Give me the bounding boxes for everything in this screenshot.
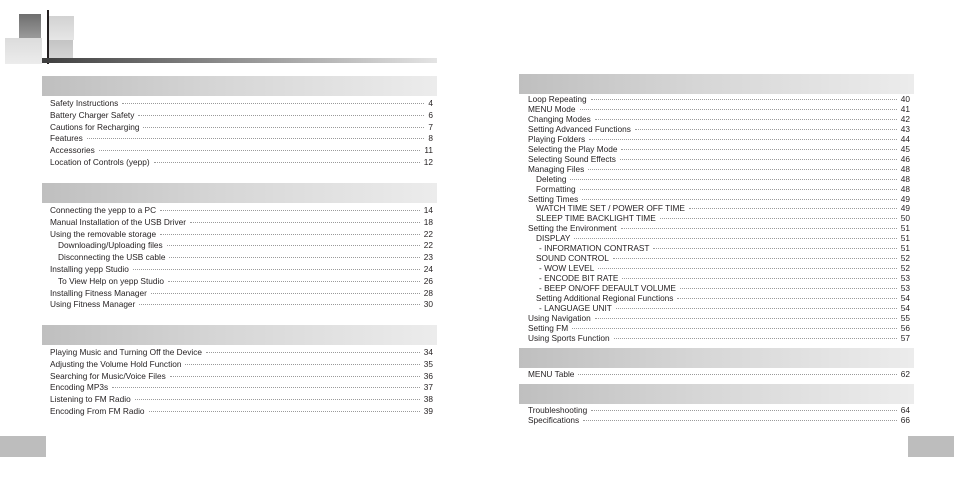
toc-entry-page: 6 — [428, 109, 433, 120]
toc-entry-title: Selecting the Play Mode — [528, 143, 618, 154]
section-header-bar — [519, 348, 914, 368]
toc-entry-page: 24 — [423, 263, 433, 274]
toc-entry — [528, 369, 910, 381]
toc-entry-title: Formatting — [536, 183, 576, 194]
toc-entry-page: 37 — [423, 382, 433, 393]
toc-entry — [50, 240, 433, 252]
toc-entry-title: Specifications — [528, 414, 580, 425]
page-tab — [0, 436, 46, 457]
toc-entry-title: SLEEP TIME BACKLIGHT TIME — [536, 213, 656, 224]
dot-leader — [614, 338, 897, 339]
dot-leader — [143, 127, 424, 128]
toc-entry — [50, 406, 433, 418]
toc-entry-title: - LANGUAGE UNIT — [539, 303, 612, 314]
dot-leader — [660, 218, 897, 219]
toc-entry-page: 46 — [900, 153, 910, 164]
toc-entry-page: 43 — [900, 123, 910, 134]
toc-entry — [528, 185, 910, 195]
toc-entry — [528, 416, 910, 426]
dot-leader — [112, 387, 420, 388]
toc-entry — [50, 122, 433, 134]
toc-entry-page: 54 — [900, 293, 910, 304]
dot-leader — [572, 328, 897, 329]
dot-leader — [135, 399, 420, 400]
toc-list — [50, 205, 433, 311]
toc-entry-title: Setting Advanced Functions — [528, 123, 631, 134]
dot-leader — [616, 308, 897, 309]
toc-entry — [50, 157, 433, 169]
dot-leader — [635, 129, 897, 130]
dot-leader — [622, 278, 896, 279]
toc-entry-page: 4 — [428, 98, 433, 108]
toc-entry-title: Adjusting the Volume Hold Function — [50, 358, 182, 369]
toc-list — [528, 95, 910, 344]
section-header-bar — [42, 325, 437, 345]
toc-entry-title: Troubleshooting — [528, 405, 588, 415]
toc-entry-page: 54 — [900, 303, 910, 314]
toc-entry-page: 35 — [423, 358, 433, 369]
toc-entry-title: To View Help on yepp Studio — [58, 275, 164, 286]
toc-entry — [528, 125, 910, 135]
dot-leader — [185, 364, 419, 365]
toc-entry-title: Using Fitness Manager — [50, 299, 136, 310]
toc-entry-title: Downloading/Uploading files — [58, 240, 163, 251]
page-tab — [908, 436, 954, 457]
toc-entry-title: Manual Installation of the USB Driver — [50, 216, 187, 227]
dot-leader — [591, 99, 897, 100]
toc-entry — [528, 224, 910, 234]
toc-entry-title: Changing Modes — [528, 113, 591, 124]
toc-entry-page: 28 — [423, 287, 433, 298]
toc-entry — [50, 288, 433, 300]
toc-entry-page: 42 — [900, 113, 910, 124]
toc-entry-page: 56 — [900, 322, 910, 333]
toc-entry-title: Setting FM — [528, 322, 569, 333]
toc-entry — [50, 205, 433, 217]
toc-entry-title: Encoding MP3s — [50, 382, 109, 393]
toc-entry — [50, 299, 433, 311]
toc-entry-title: - ENCODE BIT RATE — [539, 273, 619, 284]
dot-leader — [160, 234, 420, 235]
toc-entry — [50, 133, 433, 145]
dot-leader — [206, 352, 420, 353]
toc-entry — [528, 95, 910, 105]
toc-entry-page: 64 — [900, 405, 910, 415]
toc-entry-page: 62 — [900, 369, 910, 379]
toc-entry-page: 55 — [900, 312, 910, 323]
dot-leader — [168, 281, 420, 282]
toc-entry-page: 44 — [900, 133, 910, 144]
toc-entry-page: 52 — [900, 253, 910, 264]
dot-leader — [574, 238, 896, 239]
section-header-bar — [519, 384, 914, 404]
dot-leader — [589, 139, 897, 140]
dot-leader — [99, 150, 421, 151]
dot-leader — [122, 103, 424, 104]
dot-leader — [138, 115, 424, 116]
toc-entry-page: 22 — [423, 240, 433, 251]
dot-leader — [653, 248, 896, 249]
toc-entry — [50, 394, 433, 406]
toc-entry-title: - BEEP ON/OFF DEFAULT VOLUME — [539, 283, 676, 294]
toc-entry-title: Deleting — [536, 173, 567, 184]
toc-entry-page: 66 — [900, 414, 910, 425]
dot-leader — [190, 222, 420, 223]
toc-entry — [528, 314, 910, 324]
dot-leader — [620, 159, 897, 160]
toc-entry-title: Cautions for Recharging — [50, 121, 140, 132]
toc-entry-title: - INFORMATION CONTRAST — [539, 243, 650, 254]
toc-entry-page: 11 — [424, 145, 433, 156]
toc-entry — [528, 155, 910, 165]
toc-entry-page: 7 — [428, 121, 433, 132]
toc-list — [528, 406, 910, 426]
header-decoration-square — [19, 14, 41, 38]
toc-list — [50, 347, 433, 418]
toc-entry-page: 14 — [423, 205, 433, 215]
toc-entry-title: Features — [50, 133, 83, 144]
toc-entry — [528, 175, 910, 185]
dot-leader — [149, 411, 420, 412]
toc-entry-title: SOUND CONTROL — [536, 253, 609, 264]
toc-entry-page: 8 — [428, 133, 433, 144]
toc-entry-title: MENU Mode — [528, 103, 576, 114]
dot-leader — [170, 376, 420, 377]
toc-entry-page: 41 — [900, 103, 910, 114]
toc-entry-page: 57 — [900, 332, 910, 343]
toc-list — [50, 98, 433, 169]
toc-entry-page: 12 — [423, 156, 433, 167]
header-decoration-square — [49, 16, 74, 40]
dot-leader — [167, 245, 420, 246]
dot-leader — [160, 210, 420, 211]
dot-leader — [582, 199, 897, 200]
dot-leader — [139, 304, 419, 305]
dot-leader — [578, 374, 896, 375]
header-decoration-bar — [42, 58, 437, 63]
toc-entry-page: 49 — [900, 203, 910, 214]
section-header-bar — [42, 76, 437, 96]
toc-entry-page: 22 — [423, 228, 433, 239]
toc-entry-title: WATCH TIME SET / POWER OFF TIME — [536, 203, 685, 214]
toc-entry — [50, 347, 433, 359]
header-decoration-line — [47, 10, 49, 64]
dot-leader — [580, 189, 897, 190]
dot-leader — [621, 149, 896, 150]
dot-leader — [580, 109, 897, 110]
dot-leader — [591, 410, 897, 411]
toc-entry-title: Disconnecting the USB cable — [58, 252, 166, 263]
toc-entry-page: 49 — [900, 193, 910, 204]
toc-entry-title: Accessories — [50, 145, 95, 156]
toc-entry — [50, 110, 433, 122]
toc-entry — [50, 276, 433, 288]
toc-entry-title: Using Navigation — [528, 312, 591, 323]
toc-entry-title: Listening to FM Radio — [50, 394, 131, 405]
toc-entry-title: Setting Times — [528, 193, 579, 204]
toc-entry-page: 39 — [423, 405, 433, 416]
toc-entry-page: 51 — [900, 243, 910, 254]
toc-entry-title: Setting the Environment — [528, 223, 617, 234]
toc-entry-title: Location of Controls (yepp) — [50, 156, 150, 167]
toc-entry-title: Searching for Music/Voice Files — [50, 370, 166, 381]
toc-entry-page: 51 — [900, 233, 910, 244]
dot-leader — [680, 288, 897, 289]
toc-entry — [528, 165, 910, 175]
toc-entry-title: Setting Additional Regional Functions — [536, 293, 674, 304]
toc-entry-title: MENU Table — [528, 369, 575, 379]
toc-entry — [50, 359, 433, 371]
dot-leader — [570, 179, 896, 180]
section-header-bar — [42, 183, 437, 203]
toc-entry-page: 38 — [423, 394, 433, 405]
dot-leader — [613, 258, 897, 259]
toc-entry — [50, 264, 433, 276]
dot-leader — [588, 169, 897, 170]
toc-entry-title: Safety Instructions — [50, 98, 119, 108]
dot-leader — [677, 298, 896, 299]
toc-entry-page: 53 — [900, 283, 910, 294]
toc-entry-title: Installing yepp Studio — [50, 263, 129, 274]
toc-entry-title: Using the removable storage — [50, 228, 157, 239]
toc-entry-page: 45 — [900, 143, 910, 154]
dot-leader — [154, 162, 420, 163]
toc-entry-title: - WOW LEVEL — [539, 263, 595, 274]
toc-entry — [50, 252, 433, 264]
toc-entry-title: Connecting the yepp to a PC — [50, 205, 157, 215]
toc-entry-page: 53 — [900, 273, 910, 284]
dot-leader — [151, 293, 420, 294]
toc-entry — [50, 217, 433, 229]
dot-leader — [595, 119, 897, 120]
toc-entry-title: Battery Charger Safety — [50, 109, 135, 120]
toc-entry — [50, 382, 433, 394]
toc-entry-title: Using Sports Function — [528, 332, 610, 343]
toc-entry-title: Encoding From FM Radio — [50, 405, 145, 416]
toc-entry-page: 30 — [423, 299, 433, 310]
dot-leader — [621, 228, 897, 229]
toc-entry-title: Selecting Sound Effects — [528, 153, 616, 164]
toc-entry — [50, 98, 433, 110]
toc-entry-title: Managing Files — [528, 163, 585, 174]
toc-list — [528, 369, 910, 381]
toc-entry-page: 51 — [900, 223, 910, 234]
toc-entry-title: Installing Fitness Manager — [50, 287, 147, 298]
toc-entry-title: Loop Repeating — [528, 94, 587, 104]
toc-entry-page: 48 — [900, 173, 910, 184]
header-decoration-square — [5, 38, 42, 64]
dot-leader — [598, 268, 896, 269]
toc-entry-page: 50 — [900, 213, 910, 224]
toc-entry-page: 26 — [423, 275, 433, 286]
toc-entry-page: 48 — [900, 163, 910, 174]
section-header-bar — [519, 74, 914, 94]
dot-leader — [595, 318, 897, 319]
toc-entry — [528, 334, 910, 344]
toc-entry-title: DISPLAY — [536, 233, 571, 244]
dot-leader — [87, 138, 425, 139]
dot-leader — [169, 257, 419, 258]
toc-entry-title: Playing Music and Turning Off the Device — [50, 347, 203, 357]
toc-entry-page: 36 — [423, 370, 433, 381]
dot-leader — [689, 208, 897, 209]
toc-entry-page: 52 — [900, 263, 910, 274]
toc-entry-title: Playing Folders — [528, 133, 586, 144]
toc-entry — [528, 406, 910, 416]
toc-entry — [50, 229, 433, 241]
toc-entry-page: 40 — [900, 94, 910, 104]
dot-leader — [583, 420, 897, 421]
toc-entry-page: 18 — [423, 216, 433, 227]
toc-entry-page: 34 — [423, 347, 433, 357]
toc-entry-page: 23 — [423, 252, 433, 263]
toc-entry-page: 48 — [900, 183, 910, 194]
toc-entry — [50, 145, 433, 157]
toc-entry — [50, 371, 433, 383]
dot-leader — [133, 269, 420, 270]
